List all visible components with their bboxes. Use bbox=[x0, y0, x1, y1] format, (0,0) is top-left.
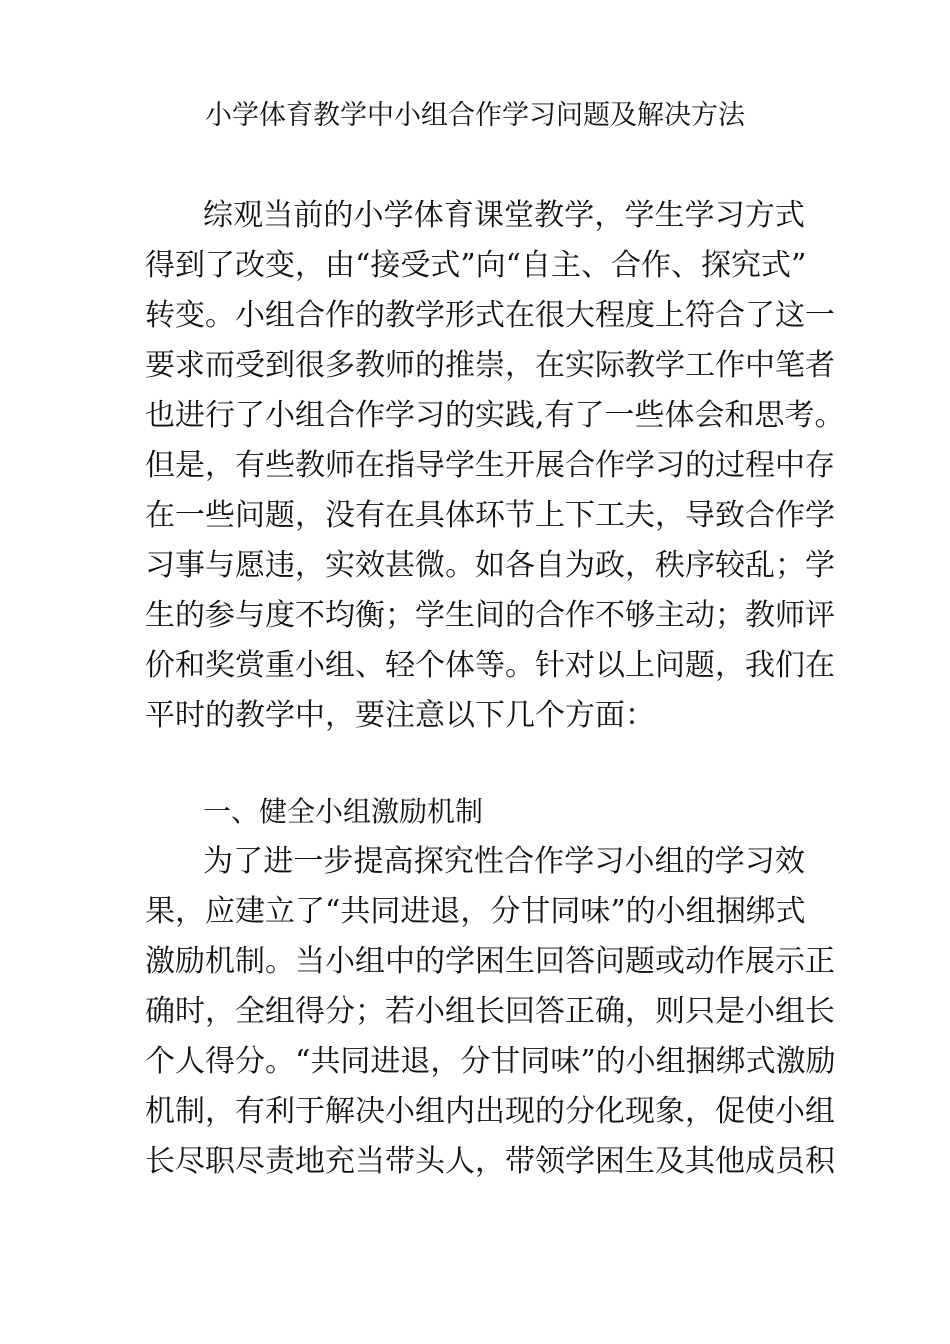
section-heading: 一、健全小组激励机制 bbox=[203, 795, 484, 828]
paragraph-line: 要求而受到很多教师的推崇，在实际教学工作中笔者 bbox=[145, 348, 835, 383]
paragraph-line: 转变。小组合作的教学形式在很大程度上符合了这一 bbox=[145, 298, 835, 333]
section-line: 果，应建立了“共同进退，分甘同味”的小组捆绑式 bbox=[145, 894, 806, 929]
paragraph-line: 得到了改变，由“接受式”向“自主、合作、探究式” bbox=[145, 248, 807, 283]
paragraph-line: 在一些问题，没有在具体环节上下工夫，导致合作学 bbox=[145, 498, 835, 533]
paragraph-line: 习事与愿违，实效甚微。如各自为政，秩序较乱；学 bbox=[145, 548, 835, 583]
section-line: 个人得分。“共同进退，分甘同味”的小组捆绑式激励 bbox=[145, 1044, 836, 1079]
paragraph-line: 也进行了小组合作学习的实践,有了一些体会和思考。 bbox=[145, 398, 845, 433]
paragraph-line: 平时的教学中，要注意以下几个方面： bbox=[145, 698, 655, 733]
paragraph-line: 但是，有些教师在指导学生开展合作学习的过程中存 bbox=[145, 448, 835, 483]
paragraph-line: 生的参与度不均衡；学生间的合作不够主动；教师评 bbox=[145, 598, 835, 633]
section-line: 为了进一步提高探究性合作学习小组的学习效 bbox=[203, 844, 805, 879]
paragraph-line: 综观当前的小学体育课堂教学，学生学习方式 bbox=[203, 198, 805, 233]
document-title: 小学体育教学中小组合作学习问题及解决方法 bbox=[205, 100, 745, 131]
section-line: 确时，全组得分；若小组长回答正确，则只是小组长 bbox=[145, 994, 835, 1029]
paragraph-line: 价和奖赏重小组、轻个体等。针对以上问题，我们在 bbox=[145, 648, 835, 683]
section-line: 激励机制。当小组中的学困生回答问题或动作展示正 bbox=[145, 944, 835, 979]
section-line: 长尽职尽责地充当带头人，带领学困生及其他成员积 bbox=[145, 1144, 835, 1179]
section-line: 机制，有利于解决小组内出现的分化现象，促使小组 bbox=[145, 1094, 835, 1129]
